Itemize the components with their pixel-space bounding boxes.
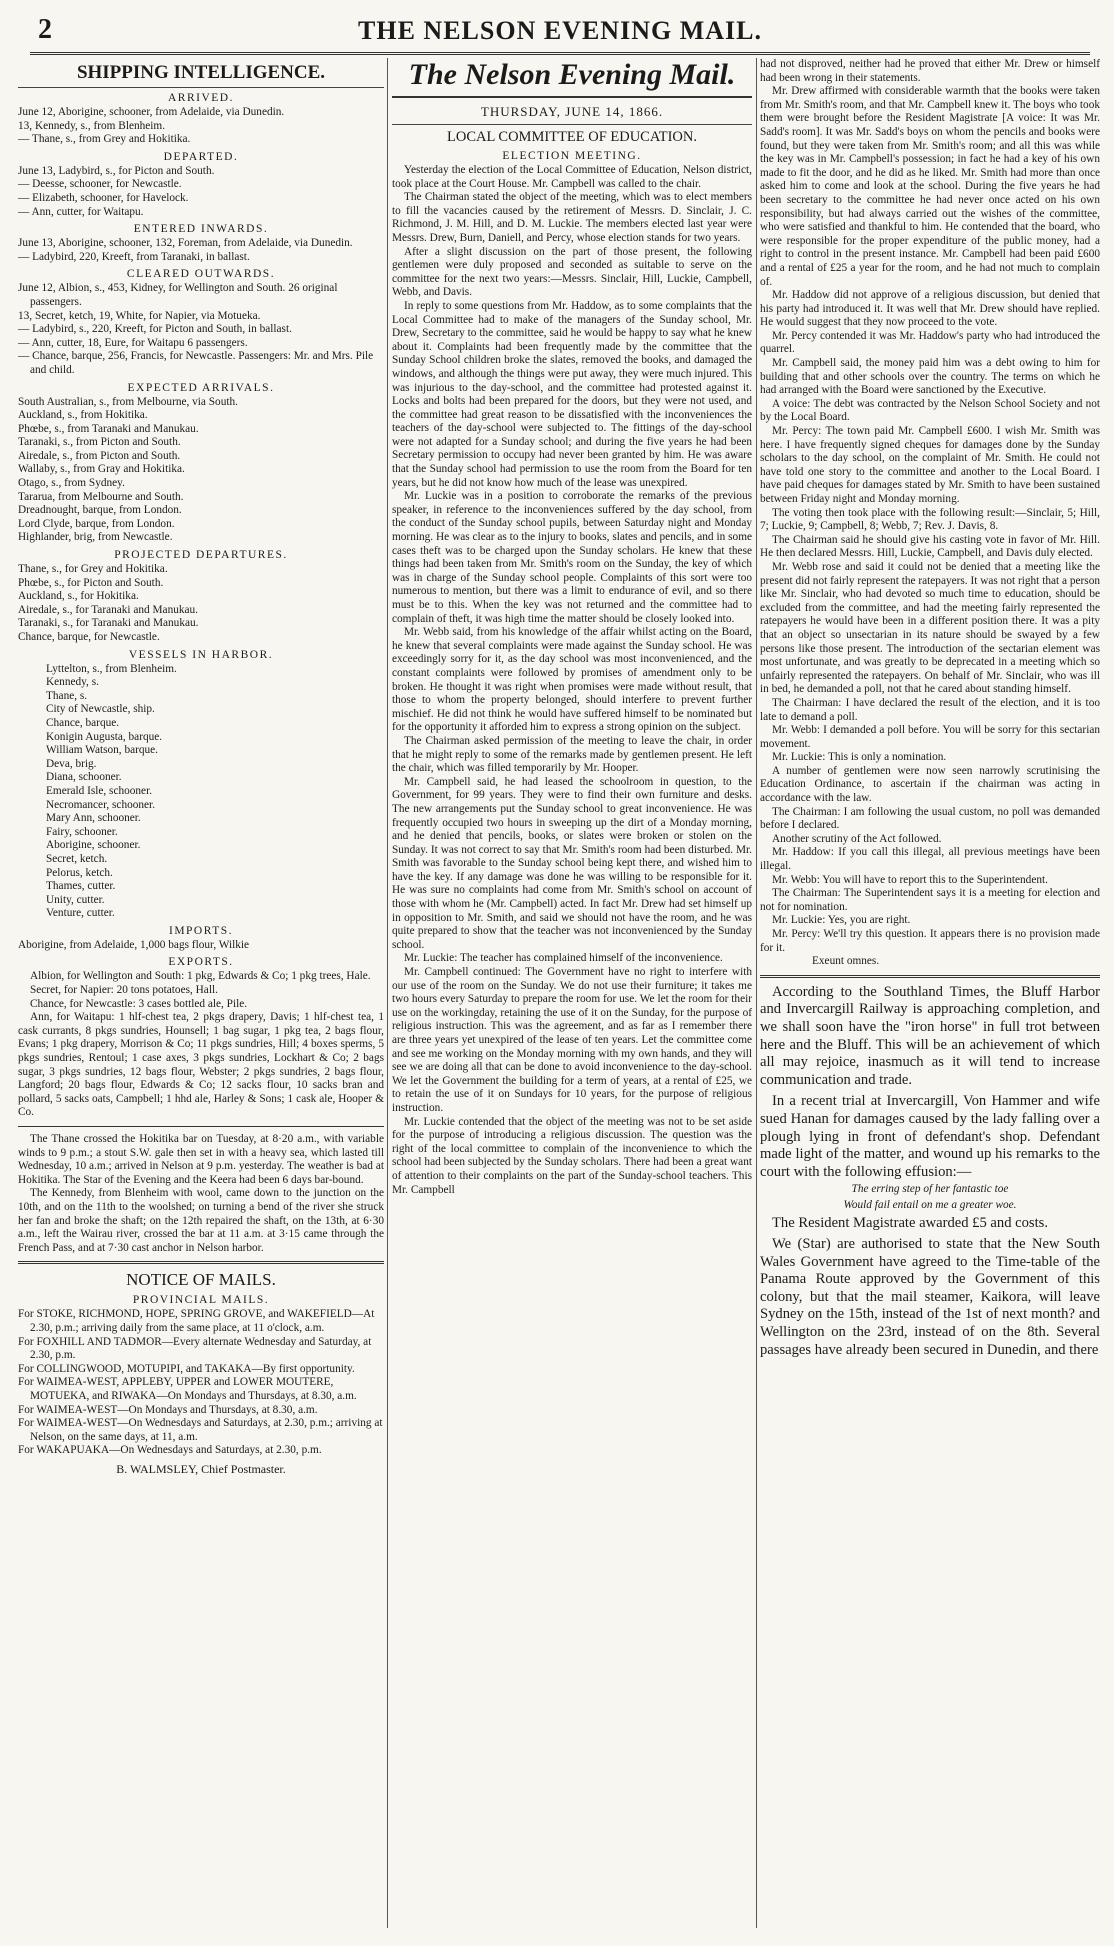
list-item: June 12, Aborigine, schooner, from Adelaide, via Dunedin. bbox=[18, 106, 285, 118]
news-paragraph: Mr. Webb: I demanded a poll before. You will be sorry for this sectarian movement. bbox=[760, 724, 1100, 750]
list-item: Kennedy, s. bbox=[46, 676, 99, 689]
news-paragraph: The Chairman: I am following the usual custom, no poll was demanded before I declared. bbox=[760, 805, 1100, 832]
news-paragraph: Mr. Campbell said, the money paid him was a debt owing to him for building that and other schools over the country. The terms on which he had arranged with the Board were sanctioned by the Executive. bbox=[760, 357, 1100, 397]
article-subheading: ELECTION MEETING. bbox=[502, 150, 642, 162]
article-heading: LOCAL COMMITTEE OF EDUCATION. bbox=[447, 129, 697, 145]
list-item: Chance, barque, for Newcastle. bbox=[18, 631, 160, 643]
expected-heading: EXPECTED ARRIVALS. bbox=[127, 381, 275, 394]
list-item: Taranaki, s., for Taranaki and Manukau. bbox=[18, 617, 199, 630]
news-paragraph: The Chairman: I have declared the result of the election, and it is too late to demand a poll. bbox=[760, 696, 1100, 723]
list-item: Lyttelton, s., from Blenheim. bbox=[46, 662, 177, 675]
news-paragraph: According to the Southland Times, the Bluff Harbor and Invercargill Railway is approaching completion, and we shall soon have the "iron horse" in full trot between here and the Bluff. This will be an achievement of which all may rejoice, inasmuch as it will tend to increase communication and trade. bbox=[760, 983, 1100, 1088]
paper-title: THE NELSON EVENING MAIL. bbox=[358, 16, 762, 45]
list-item: Thane, s., for Grey and Hokitika. bbox=[18, 563, 168, 576]
list-item: — Ann, cutter, for Waitapu. bbox=[18, 205, 144, 218]
column-shipping bbox=[18, 58, 384, 1938]
list-item: For FOXHILL AND TADMOR—Every alternate Wednesday and Saturday, at 2.30, p.m. bbox=[18, 1335, 372, 1362]
list-item: Secret, ketch. bbox=[46, 852, 108, 865]
news-paragraph: Mr. Percy: The town paid Mr. Campbell £600. I wish Mr. Smith was here. I have frequently signed cheques for damages done by the Sunday scholars to the day school, on the complaint of Mr. Smith. He could not have told one story to the committee and another to the Local Board. I have paid cheques for damages stated by Mr. Smith to have been sustained between Friday night and Monday morning. bbox=[760, 425, 1100, 505]
masthead bbox=[30, 12, 1090, 55]
list-item: 13, Kennedy, s., from Blenheim. bbox=[18, 119, 166, 132]
list-item: Fairy, schooner. bbox=[46, 825, 118, 838]
column-editorial bbox=[392, 58, 752, 1938]
news-paragraph: The Resident Magistrate awarded £5 and costs. bbox=[772, 1214, 1048, 1231]
news-paragraph: The Chairman stated the object of the meeting, which was to elect members to fill the vacancies caused by the retirement of Messrs. D. Sinclair, J. C. Richmond, J. M. Hill, and D. M. Luckie. The members elected last year were Messrs. Drew, Burn, Daniell, and Percy, whose election stands for two years. bbox=[392, 191, 752, 244]
provincial-heading: PROVINCIAL MAILS. bbox=[132, 1294, 270, 1307]
list-item: Pelorus, ketch. bbox=[46, 866, 113, 879]
list-item: — Chance, barque, 256, Francis, for Newcastle. Passengers: Mr. and Mrs. Pile and child. bbox=[18, 350, 374, 376]
news-paragraph: Mr. Haddow did not approve of a religious discussion, but denied that his party had introduced it. It was well that Mr. Drew should have replied. He would suggest that they now proceed to the vote. bbox=[760, 289, 1100, 329]
vessels-heading: VESSELS IN HARBOR. bbox=[128, 648, 274, 661]
shipping-heading: SHIPPING INTELLIGENCE. bbox=[18, 62, 384, 88]
list-item: June 12, Albion, s., 453, Kidney, for Wellington and South. 26 original passengers. bbox=[18, 282, 338, 308]
news-paragraph: Mr. Luckie: Yes, you are right. bbox=[772, 914, 911, 927]
list-item: Chance, for Newcastle: 3 cases bottled ale, Pile. bbox=[30, 997, 248, 1010]
divider bbox=[18, 1126, 384, 1127]
list-item: — Ladybird, s., 220, Kreeft, for Picton and South, in ballast. bbox=[18, 323, 292, 336]
page-number: 2 bbox=[38, 14, 52, 45]
list-item: — Thane, s., from Grey and Hokitika. bbox=[18, 133, 191, 146]
news-paragraph: Exeunt omnes. bbox=[812, 955, 880, 968]
list-item: South Australian, s., from Melbourne, via South. bbox=[18, 395, 238, 408]
list-item: — Ann, cutter, 18, Eure, for Waitapu 6 passengers. bbox=[18, 336, 248, 349]
poem-line: The erring step of her fantastic toe bbox=[851, 1183, 1009, 1196]
news-paragraph: Yesterday the election of the Local Committee of Education, Nelson district, took place at the Court House. Mr. Campbell was called to the chair. bbox=[392, 164, 752, 190]
list-item: — Elizabeth, schooner, for Havelock. bbox=[18, 191, 189, 204]
news-paragraph: Mr. Luckie was in a position to corroborate the remarks of the previous speaker, in reference to the inconveniences suffered by the day school, from the conduct of the Sunday school pupils, between Saturday night and Monday morning. He was clear as to the injury to books, slates and pencils, and in some cases theft was to be charged upon the Sunday scholars. He knew that these things had been taken from Mr. Smith's room on the Sunday, the key of which was in charge of the Sunday school people. Complaints of this sort were too numerous to mention, but there was a limit to endurance of evil, and so there must be to this. When the key was not returned and the committee had to complain of theft, it was high time the matter should be closely looked into. bbox=[392, 490, 752, 625]
news-paragraph: Mr. Webb: You will have to report this to the Superintendent. bbox=[772, 873, 1048, 886]
list-item: Lord Clyde, barque, from London. bbox=[18, 517, 175, 530]
column-rule bbox=[756, 58, 757, 1928]
news-paragraph: In a recent trial at Invercargill, Von Hammer and wife sued Hanan for damages caused by the lady falling over a plough lying in front of defendant's shop. Defendant made light of the matter, and wound up his remarks to the court with the following effusion:— bbox=[760, 1093, 1100, 1180]
list-item: June 13, Ladybird, s., for Picton and South. bbox=[18, 164, 215, 177]
news-paragraph: Mr. Drew affirmed with considerable warmth that the books were taken from Mr. Smith's room, and that Mr. Campbell knew it. The boys who took them were brought before the Resident Magistrate [A voice: It was Mr. Sadd's room]. It was Mr. Sadd's boys on whom the pencils and books were found, but they were taken from Mr. Smith's room; and all this was while the key was in Mr. Campbell's possession; in fact he had a key of his own made to fit the door, and he did as he liked. Mr. Smith had more than once asked him to come and look at the school. During the five years he had been secretary to the committee he had never once acted on his own responsibility, but had always carried out the wishes of the committee, who were satisfied and thankful to him. He contended that the board, who were responsible for the proper expenditure of the public money, had a right to control in the present instance. Mr. Campbell had been paid £600 and a rental of £25 a year for the room, and he had not much to complain of. bbox=[760, 85, 1100, 288]
mails-heading: NOTICE OF MAILS. bbox=[126, 1270, 276, 1290]
column-rule bbox=[387, 58, 388, 1928]
poem-line: Would fail entail on me a greater woe. bbox=[843, 1198, 1017, 1211]
list-item: Konigin Augusta, barque. bbox=[46, 730, 163, 743]
dateline: THURSDAY, JUNE 14, 1866. bbox=[392, 104, 752, 125]
news-paragraph: After a slight discussion on the part of those present, the following gentlemen were duly proposed and seconded as suitable to serve on the committee for the next two years:—Messrs. Sinclair, Hill, Luckie, Campbell, Webb, and Davis. bbox=[392, 245, 752, 299]
list-item: Highlander, brig, from Newcastle. bbox=[18, 531, 173, 544]
exports-heading: EXPORTS. bbox=[168, 956, 234, 969]
news-paragraph: The Chairman: The Superintendent says it is a meeting for election and not for nomination. bbox=[760, 887, 1100, 913]
list-item: — Deesse, schooner, for Newcastle. bbox=[18, 178, 182, 191]
list-item: For WAIMEA-WEST, APPLEBY, UPPER and LOWER MOUTERE, MOTUEKA, and RIWAKA—On Mondays and Thursdays, at 8.30, a.m. bbox=[18, 1376, 357, 1402]
divider bbox=[760, 975, 1100, 978]
list-item: Mary Ann, schooner. bbox=[46, 812, 141, 825]
list-item: Secret, for Napier: 20 tons potatoes, Hall. bbox=[30, 984, 218, 997]
departed-heading: DEPARTED. bbox=[163, 150, 239, 163]
list-item: Necromancer, schooner. bbox=[46, 798, 156, 811]
arrived-heading: ARRIVED. bbox=[168, 92, 234, 104]
projected-heading: PROJECTED DEPARTURES. bbox=[114, 549, 288, 562]
news-paragraph: The voting then took place with the following result:—Sinclair, 5; Hill, 7; Luckie, 9; Campbell, 8; Webb, 7; Rev. J. Davis, 8. bbox=[760, 506, 1100, 533]
list-item: For COLLINGWOOD, MOTUPIPI, and TAKAKA—By first opportunity. bbox=[18, 1362, 355, 1375]
news-paragraph: A voice: The debt was contracted by the Nelson School Society and not by the Local Board. bbox=[760, 397, 1100, 424]
news-paragraph: Mr. Luckie: This is only a nomination. bbox=[772, 751, 947, 764]
list-item: Phœbe, s., from Taranaki and Manukau. bbox=[18, 422, 199, 435]
cleared-heading: CLEARED OUTWARDS. bbox=[126, 268, 276, 281]
news-paragraph: Another scrutiny of the Act followed. bbox=[772, 832, 942, 845]
list-item: Aborigine, from Adelaide, 1,000 bags flour, Wilkie bbox=[18, 938, 250, 951]
list-item: Wallaby, s., from Gray and Hokitika. bbox=[18, 463, 185, 476]
nameplate: The Nelson Evening Mail. bbox=[392, 58, 752, 98]
list-item: Airedale, s., for Taranaki and Manukau. bbox=[18, 603, 198, 616]
list-item: William Watson, barque. bbox=[46, 744, 158, 757]
news-paragraph: Mr. Campbell continued: The Government have no right to interfere with our use of the room on the Sunday. We do not use their furniture; it takes me two hours every Saturday to prepare the room for use. We let the room for their use on the workingday, retaining the use of it on the Sunday, for the purpose of religious instruction. This was the agreement, and as far as I remember there are three years yet unexpired of the lease of ten years. Let the committee come and see me working on the Monday morning with my own hands, and they will see we are doing all that can be done to avoid inconvenience to the day-school. We let the Government the building for a term of years, at a rental of £25, we to retain the use of it on Sundays for 10 years, for the purpose of religious instruction. bbox=[392, 966, 752, 1114]
news-paragraph: The Chairman asked permission of the meeting to leave the chair, in order that he might reply to some of the remarks made by gentlemen present. He left the chair, which was filled temporarily by Mr. Hooper. bbox=[392, 734, 752, 775]
list-item: Thane, s. bbox=[46, 689, 88, 702]
column-continued bbox=[760, 58, 1100, 1938]
news-paragraph: Mr. Luckie: The teacher has complained himself of the inconvenience. bbox=[404, 952, 723, 965]
list-item: Aborigine, schooner. bbox=[46, 839, 141, 852]
news-paragraph: The Kennedy, from Blenheim with wool, came down to the junction on the 10th, and on the 11th to the woolshed; on turning a bend of the river she struck her fan and broke the shaft; on the 12th repaired the shaft, on the 13th, at 6·30 a.m., left the Wairau river, crossed the bar at 11 a.m. at 3·15 came through the French Pass, and at 7·30 cast anchor in Nelson harbor. bbox=[18, 1187, 384, 1254]
list-item: Thames, cutter. bbox=[46, 880, 116, 893]
list-item: Unity, cutter. bbox=[46, 893, 105, 906]
signature: B. WALMSLEY, Chief Postmaster. bbox=[116, 1461, 286, 1476]
list-item: Deva, brig. bbox=[46, 757, 97, 770]
news-paragraph: Mr. Percy: We'll try this question. It appears there is no provision made for it. bbox=[760, 928, 1100, 954]
list-item: Albion, for Wellington and South: 1 pkg, Edwards & Co; 1 pkg trees, Hale. bbox=[30, 970, 371, 983]
list-item: For STOKE, RICHMOND, HOPE, SPRING GROVE, and WAKEFIELD—At 2.30, p.m.; arriving daily from the same place, at 11 o'clock, a.m. bbox=[18, 1308, 375, 1334]
list-item: For WAKAPUAKA—On Wednesdays and Saturdays, at 2.30, p.m. bbox=[18, 1444, 322, 1457]
list-item: Auckland, s., for Hokitika. bbox=[18, 590, 139, 603]
list-item: Ann, for Waitapu: 1 hlf-chest tea, 2 pkgs drapery, Davis; 1 hlf-chest tea, 1 cask currants, 8 pkgs sundries, Hounsell; 1 bag sugar, 1 pkg tea, 2 bags flour, Evans; 1 pkg drapery, Morrison & Co; 11 pkgs sundries, Hill; 4 boxes sperms, 5 pkgs sundries, Rentoul; 1 case axes, 3 pkgs sundries, Lockhart & Co; 2 bags sugar, 3 pkgs sundries, 12 bags flour, Webster; 2 pkgs sundries, 2 bags flour, Langford; 20 bags flour, Edwards & Co; 12 sacks flour, 10 sacks bran and pollard, 5 sacks oats, Campbell; 1 hhd ale, Harley & Sons; 1 cask ale, Hooper & Co. bbox=[18, 1011, 384, 1119]
news-paragraph: Mr. Webb rose and said it could not be denied that a meeting like the present did not fairly represent the ratepayers. It was not right that a person like Mr. Sinclair, who had devoted so much time to education, should be excluded from the committee, and had the meeting fairly represented the ratepayers he would have been in a different position there. It was a pity that an object so unsectarian in its nature should be swayed by a few persons like those present. The introduction of the sectarian element was most unfortunate, and was greatly to be deprecated in a meeting which so unfairly represented the ratepayers. On behalf of Mr. Sinclair, who was ill in bed, he demanded a poll, not that he cared about standing himself. bbox=[760, 560, 1100, 696]
news-paragraph: A number of gentlemen were now seen narrowly scrutinising the Education Ordinance, to ascertain if the chairman was acting in accordance with the law. bbox=[760, 764, 1100, 805]
list-item: Dreadnought, barque, from London. bbox=[18, 504, 182, 517]
news-paragraph: Mr. Luckie contended that the object of the meeting was not to be set aside for the purpose of introducing a religious discussion. The question was the right of the local committee to complain of the inconvenience to which the school had been subjected by the Sunday scholars. There had been a great want of attention to their complaints on the part of the Sunday-school teachers. This Mr. Campbell bbox=[392, 1115, 752, 1196]
list-item: For WAIMEA-WEST—On Wednesdays and Saturdays, at 2.30, p.m.; arriving at Nelson, on the same days, at 11, a.m. bbox=[18, 1417, 383, 1443]
list-item: For WAIMEA-WEST—On Mondays and Thursdays, at 8.30, a.m. bbox=[18, 1403, 318, 1416]
news-paragraph: Mr. Percy contended it was Mr. Haddow's party who had introduced the quarrel. bbox=[760, 329, 1100, 356]
list-item: Airedale, s., from Picton and South. bbox=[18, 449, 181, 462]
news-paragraph: Mr. Campbell said, he had leased the schoolroom in question, to the Government, for 99 years. They were to find their own furniture and desks. The new arrangements put the Sunday school to great inconvenience. He was frequently occupied two hours in sweeping up the dirt of a Monday morning, and he denied that pencils, books, or slates were broken or stolen on the Sunday. It was not correct to say that Mr. Smith's room had been disturbed. Mr. Smith was favorable to the Sunday school being kept there, and wished him to have the key. If any damage was done he was willing to be responsible for it. He was sure no complaints had come from Mr. Smith's school on account of those with whom he (Mr. Campbell) acted. In fact Mr. Drew had set himself up in opposition to Mr. Smith, and said we should not have the room, and he was quite prepared to show that the teacher was not inconvenienced by the Sunday school. bbox=[392, 775, 752, 951]
list-item: Emerald Isle, schooner. bbox=[46, 784, 153, 797]
list-item: Venture, cutter. bbox=[46, 907, 115, 920]
list-item: Diana, schooner. bbox=[46, 771, 122, 784]
list-item: Taranaki, s., from Picton and South. bbox=[18, 436, 181, 449]
list-item: Tararua, from Melbourne and South. bbox=[18, 490, 184, 503]
imports-heading: IMPORTS. bbox=[168, 924, 234, 937]
entered-heading: ENTERED INWARDS. bbox=[133, 223, 269, 236]
list-item: Phœbe, s., for Picton and South. bbox=[18, 576, 164, 589]
news-paragraph: In reply to some questions from Mr. Haddow, as to some complaints that the Local Committee had to make of the managers of the Sunday school, Mr. Drew, Secretary to the committee, said he would be happy to say what he knew about it. Complaints had been frequently made by the committee that the Sunday School children broke the slates, removed the books, and damaged the windows, and although the things were put away, they were much injured. This was injurious to the day-school, and the committee had protested against it. Locks and bolts had been prepared for the doors, but they were not used, and the committee had great reason to be dissatisfied with the inconveniences the teachers of the day-school were subjected to. The fittings of the day-school were not adapted for a Sunday school; and during the five years he had been Secretary permission to occupy had never been granted by him. He was aware that the Sunday school had permission to use the room from the Board for ten years, but he did not know how much of the lease was unexpired. bbox=[392, 299, 752, 489]
news-paragraph: had not disproved, neither had he proved that either Mr. Drew or himself had been wrong in their statements. bbox=[760, 58, 1100, 84]
list-item: Otago, s., from Sydney. bbox=[18, 477, 125, 490]
list-item: Auckland, s., from Hokitika. bbox=[18, 409, 148, 422]
news-paragraph: Mr. Haddow: If you call this illegal, all previous meetings have been illegal. bbox=[760, 846, 1100, 873]
divider bbox=[18, 1261, 384, 1264]
news-paragraph: Mr. Webb said, from his knowledge of the affair whilst acting on the Board, he knew that several complaints were made against the Sunday school. He was exceedingly sorry for it, as the day school was most inconvenienced, and the constant complaints were followed by promises of amendment only to be broken. He thought it was right when promises were made without result, that those to whom the property belonged, should interfere to prevent further mischief. He did not think he would have suffered himself to be nominated but for the opportunity it afforded him to express a strong opinion on the subject. bbox=[392, 626, 752, 734]
list-item: City of Newcastle, ship. bbox=[46, 703, 155, 716]
list-item: 13, Secret, ketch, 19, White, for Napier, via Motueka. bbox=[18, 309, 261, 322]
list-item: June 13, Aborigine, schooner, 132, Foreman, from Adelaide, via Dunedin. bbox=[18, 237, 353, 250]
news-paragraph: The Chairman said he should give his casting vote in favor of Mr. Hill. He then declared Messrs. Hill, Luckie, Campbell, and Davis duly elected. bbox=[760, 533, 1100, 560]
news-paragraph: We (Star) are authorised to state that the New South Wales Government have agreed to the Time-table of the Panama Route approved by the Government of this colony, but that the mail steamer, Kaikora, will leave Sydney on the 15th, instead of the 1st of next month? and Wellington on the 23rd, instead of on the 8th. Several passages have already been secured in Dunedin, and there bbox=[760, 1236, 1100, 1358]
list-item: Chance, barque. bbox=[46, 716, 120, 729]
news-paragraph: The Thane crossed the Hokitika bar on Tuesday, at 8·20 a.m., with variable winds to 9 p.m.; a stout S.W. gale then set in with a heavy sea, which lasted till Wednesday, 10 a.m.; arrived in Nelson at 9 p.m. yesterday. The weather is bad at Hokitika. The Star of the Evening and the Keera had been 6 days bar-bound. bbox=[18, 1133, 384, 1186]
list-item: — Ladybird, 220, Kreeft, from Taranaki, in ballast. bbox=[18, 250, 250, 263]
